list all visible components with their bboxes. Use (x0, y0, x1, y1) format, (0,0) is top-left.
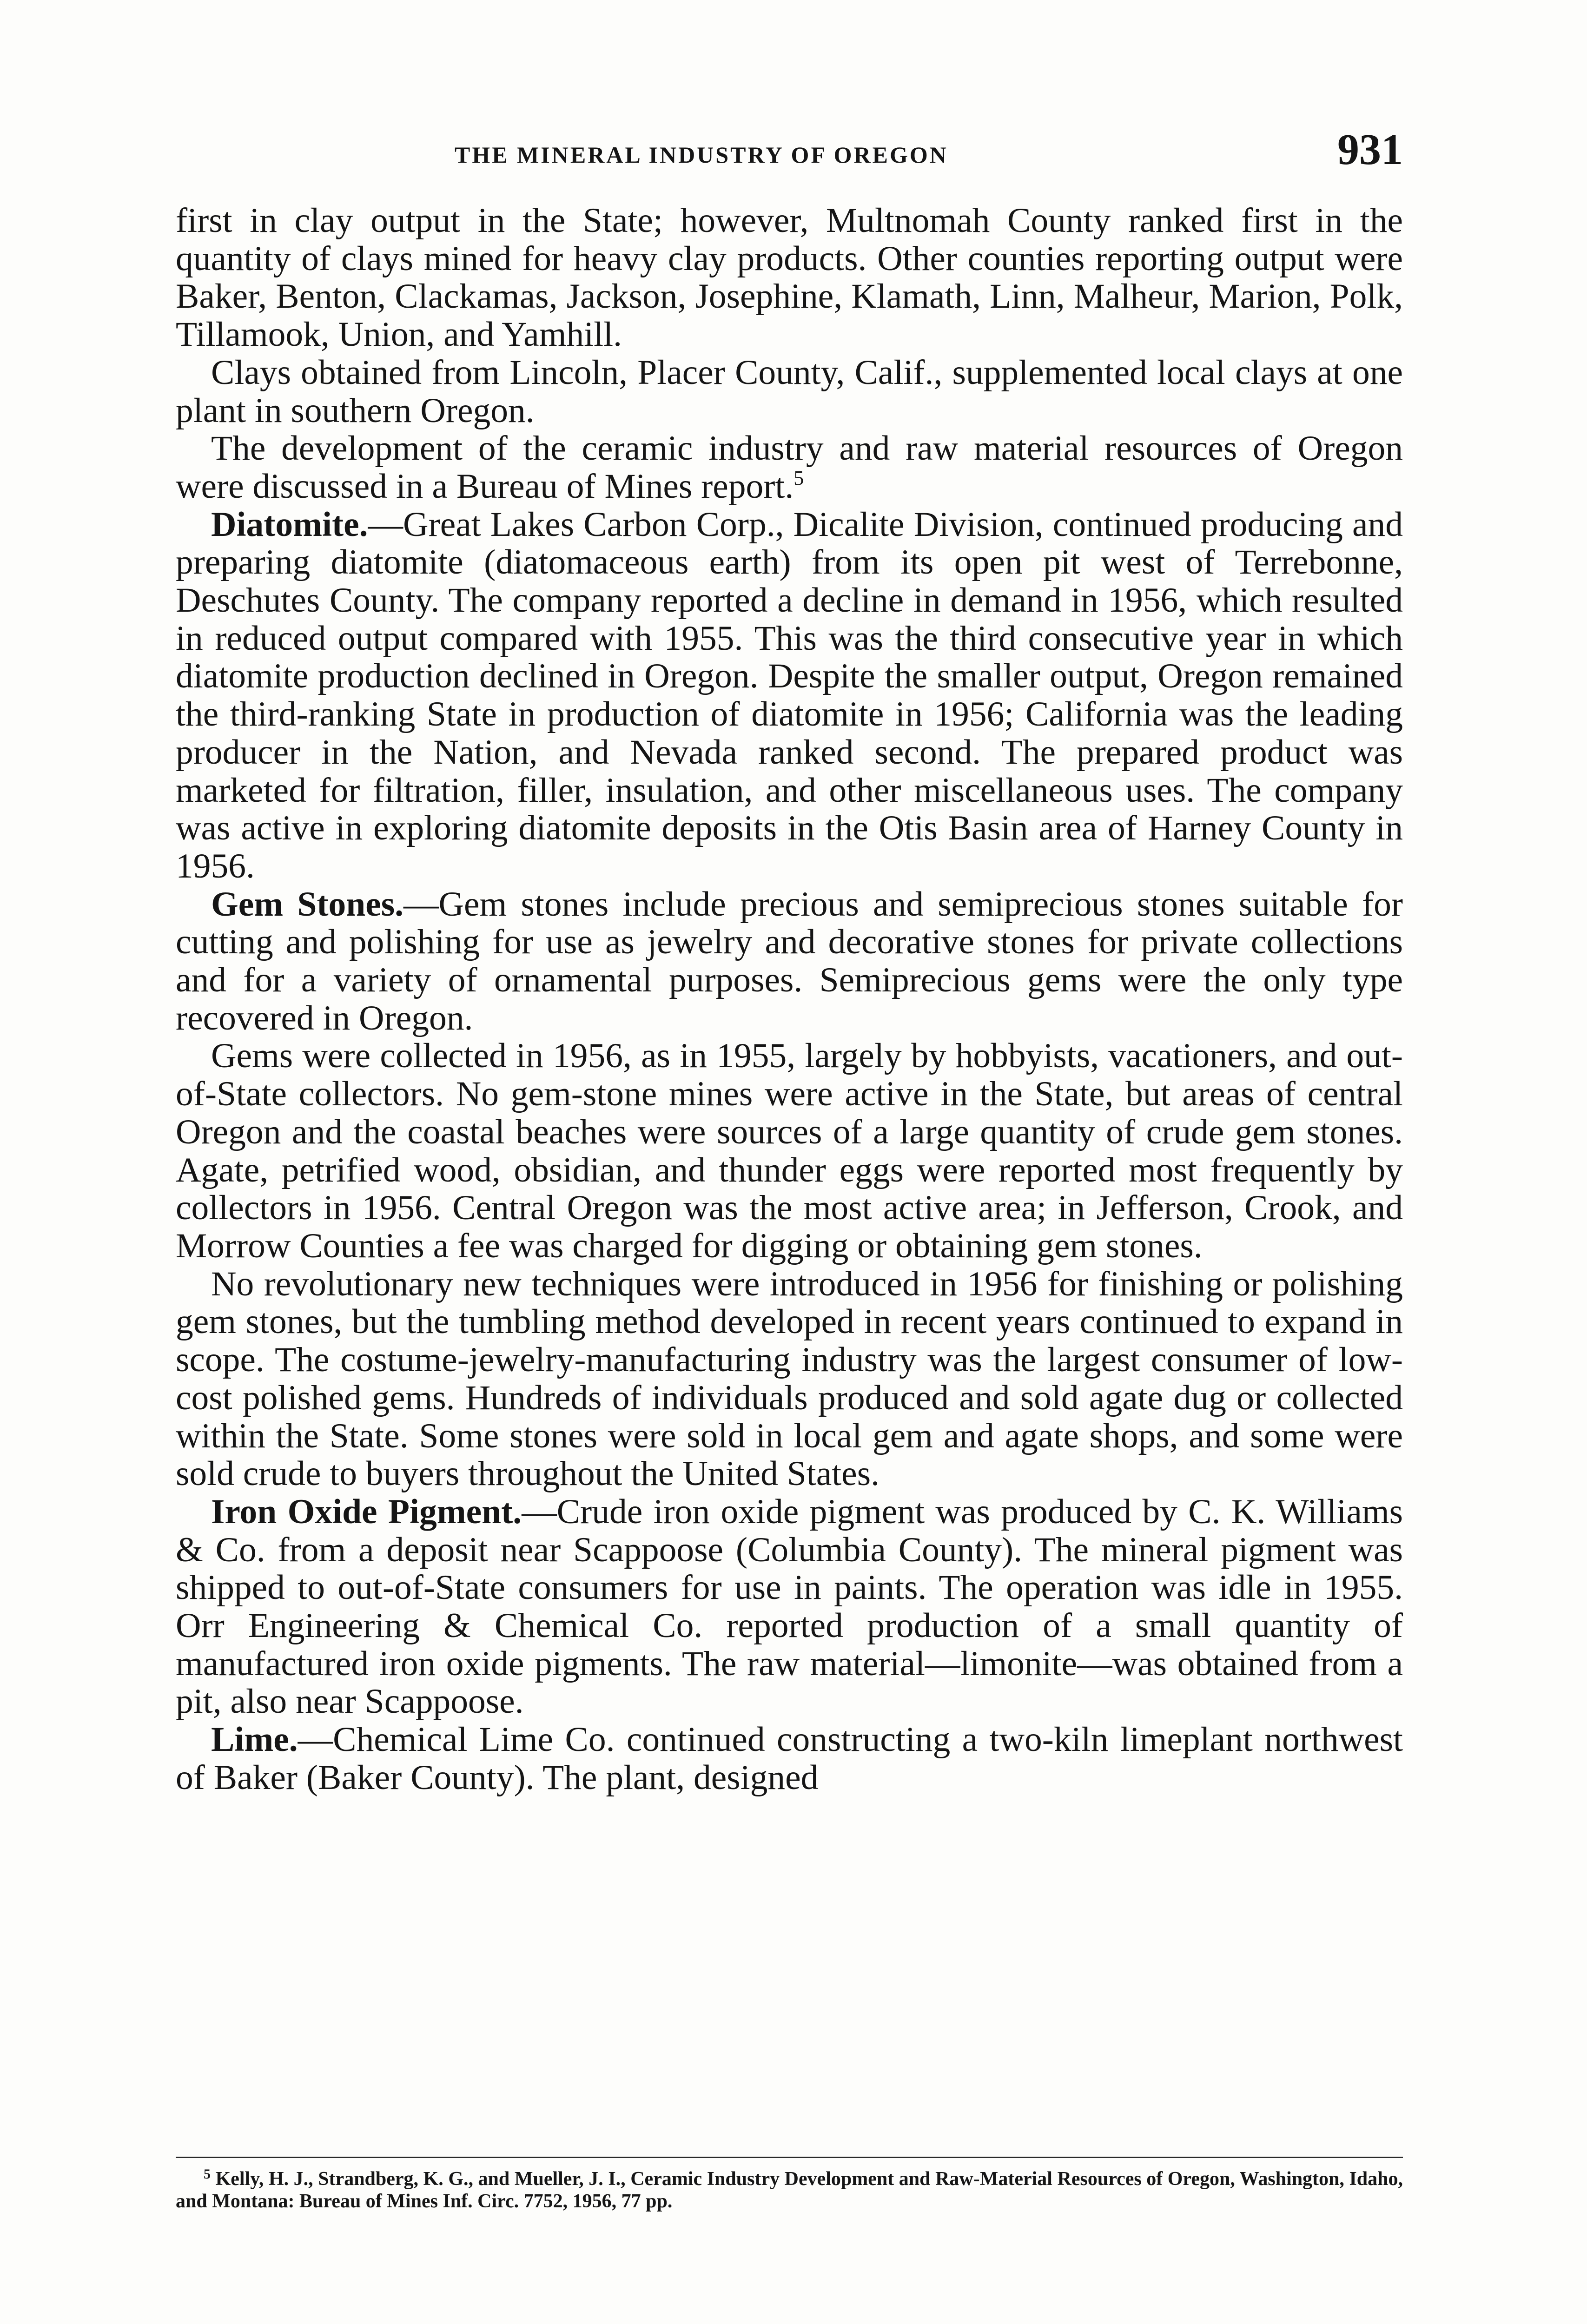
paragraph-iron-oxide-text: —Crude iron oxide pigment was produced by C. K. Williams & Co. from a deposit near Scappoose (Columbia County). The mineral pigment was shipped to out-of-State consumers for use in paints. The operation was idle in 1955. Orr Engineering & Chemical Co. reported production of a small quantity of manufactured iron oxide pigments. The raw material—limonite—was obtained from a pit, also near Scappoose. (176, 1492, 1403, 1721)
footnote-text: Kelly, H. J., Strandberg, K. G., and Mueller, J. I., Ceramic Industry Development and Raw-Material Resources of Oregon, Washington, Idaho, and Montana: Bureau of Mines Inf. Circ. 7752, 1956, 77 pp. (176, 2168, 1403, 2212)
running-title: THE MINERAL INDUSTRY OF OREGON (455, 142, 948, 168)
page-number: 931 (1337, 125, 1403, 174)
paragraph-iron-oxide (176, 1493, 1403, 1721)
body-text (176, 202, 1403, 2154)
paragraph-diatomite-text: —Great Lakes Carbon Corp., Dicalite Division, continued producing and preparing diatomite (diatomaceous earth) from its open pit west of Terrebonne, Deschutes County. The company reported a decline in demand in 1956, which resulted in reduced output compared with 1955. This was the third consecutive year in which diatomite production declined in Oregon. Despite the smaller output, Oregon remained the third-ranking State in production of diatomite in 1956; California was the leading producer in the Nation, and Nevada ranked second. The prepared product was marketed for filtration, filler, insulation, and other miscellaneous uses. The company was active in exploring diatomite deposits in the Otis Basin area of Harney County in 1956. (176, 505, 1403, 885)
paragraph-gem-collected: Gems were collected in 1956, as in 1955, largely by hobbyists, vacationers, and out-of-State collectors. No gem-stone mines were active in the State, but areas of central Oregon and the coastal beaches were sources of a large quantity of crude gem stones. Agate, petrified wood, obsidian, and thunder eggs were reported most frequently by collectors in 1956. Central Oregon was the most active area; in Jefferson, Crook, and Morrow Counties a fee was charged for digging or obtaining gem stones. (176, 1037, 1403, 1265)
footnote (176, 2168, 1403, 2212)
section-heading-lime: Lime. (211, 1720, 298, 1759)
paragraph-clay-continued: first in clay output in the State; however, Multnomah County ranked first in the quantity of clays mined for heavy clay products. Other counties reporting output were Baker, Benton, Clackamas, Jackson, Josephine, Klamath, Linn, Malheur, Marion, Polk, Tillamook, Union, and Yamhill. (176, 202, 1403, 354)
paragraph-lime-text: —Chemical Lime Co. continued constructing a two-kiln limeplant northwest of Baker (Baker County). The plant, designed (176, 1720, 1403, 1797)
paragraph-lime (176, 1721, 1403, 1796)
paragraph-clay-lincoln: Clays obtained from Lincoln, Placer County, Calif., supplemented local clays at one plant in southern Oregon. (176, 353, 1403, 430)
page-header (176, 125, 1403, 180)
paragraph-clay-ceramic-text: The development of the ceramic industry and raw material resources of Oregon were discussed in a Bureau of Mines report. (176, 429, 1403, 506)
section-heading-iron-oxide: Iron Oxide Pigment. (211, 1492, 522, 1531)
section-heading-gem-stones: Gem Stones. (211, 885, 404, 924)
section-heading-diatomite: Diatomite. (211, 505, 368, 544)
footnote-mark: 5 (204, 2166, 211, 2182)
paragraph-clay-ceramic (176, 429, 1403, 505)
paragraph-gem-techniques: No revolutionary new techniques were introduced in 1956 for finishing or polishing gem stones, but the tumbling method developed in recent years continued to expand in scope. The costume-jewelry-manufacturing industry was the largest consumer of low-cost polished gems. Hundreds of individuals produced and sold agate dug or collected within the State. Some stones were sold in local gem and agate shops, and some were sold crude to buyers throughout the United States. (176, 1264, 1403, 1493)
paragraph-gem-stones-text: —Gem stones include precious and semiprecious stones suitable for cutting and polishing for use as jewelry and decorative stones for private collections and for a variety of ornamental purposes. Semiprecious gems were the only type recovered in Oregon. (176, 885, 1403, 1037)
paragraph-diatomite (176, 506, 1403, 885)
footnote-divider (176, 2157, 1403, 2158)
footnote-reference[interactable]: 5 (794, 466, 804, 489)
paragraph-gem-stones (176, 885, 1403, 1037)
